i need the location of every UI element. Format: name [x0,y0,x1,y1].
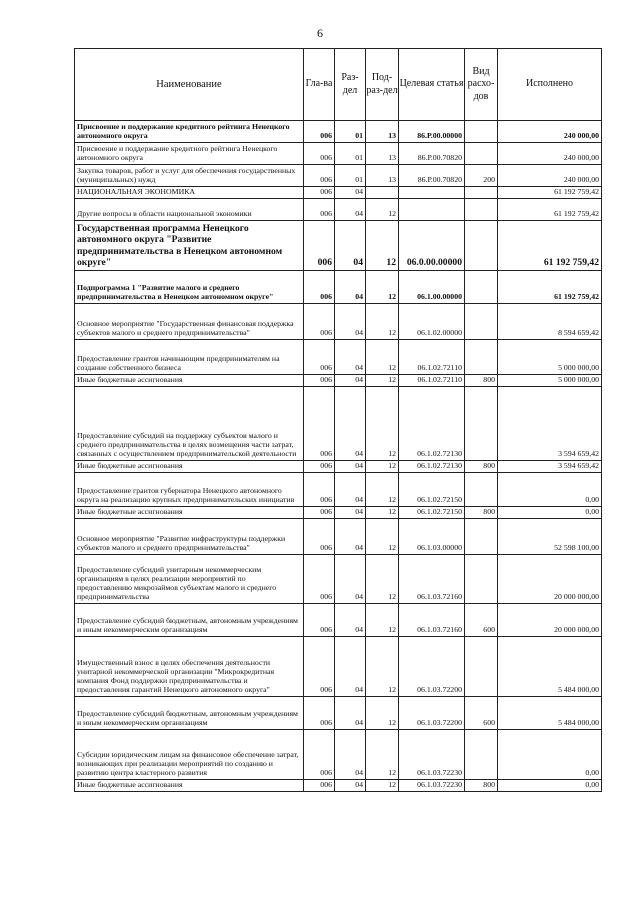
table-row [75,220,602,270]
cell-vid [465,339,498,374]
cell-done: 0,00 [498,779,602,791]
cell-glava: 006 [304,472,335,506]
table-row [75,636,602,696]
cell-name: Иные бюджетные ассигнования [75,779,304,791]
cell-vid: 800 [465,779,498,791]
table-row [75,386,602,460]
cell-target: 06.1.02.72150 [399,472,465,506]
cell-podrazdel: 12 [366,696,399,729]
cell-podrazdel: 12 [366,506,399,518]
cell-vid [465,270,498,303]
cell-vid [465,220,498,270]
cell-glava: 006 [304,220,335,270]
cell-razdel: 04 [335,303,366,339]
cell-vid [465,121,498,143]
cell-done: 61 192 759,42 [498,220,602,270]
cell-glava: 006 [304,198,335,220]
cell-name: Предоставление субсидий унитарным некоммерческим организациям в целях реализации мероприятий по предоставлению микрозаймов субъектам малого и среднего предпринимательства [75,554,304,603]
cell-target: 06.1.02.72150 [399,506,465,518]
cell-vid [465,303,498,339]
cell-podrazdel: 12 [366,374,399,386]
cell-razdel: 04 [335,472,366,506]
cell-done: 3 594 659,42 [498,386,602,460]
table-row [75,374,602,386]
cell-vid [465,518,498,554]
cell-glava: 006 [304,603,335,636]
header-razdel: Раз-дел [335,49,366,121]
cell-done: 20 000 000,00 [498,603,602,636]
cell-name: Субсидии юридическим лицам на финансовое обеспечение затрат, возникающих при реализации мероприятий по созданию и развитию центра кластерного развития [75,729,304,779]
cell-target: 06.1.00.00000 [399,270,465,303]
cell-vid [465,187,498,199]
cell-done: 5 000 000,00 [498,339,602,374]
cell-name: Подпрограмма 1 "Развитие малого и среднего предпринимательства в Ненецком автономном округе" [75,270,304,303]
header-vid: Вид расхо-дов [465,49,498,121]
cell-target: 06.1.03.72230 [399,729,465,779]
table-body [75,121,602,792]
cell-target: 86.Р.00.00000 [399,121,465,143]
cell-razdel: 04 [335,636,366,696]
cell-podrazdel: 12 [366,779,399,791]
cell-glava: 006 [304,303,335,339]
table-row [75,729,602,779]
cell-target: 06.1.03.72230 [399,779,465,791]
cell-podrazdel: 12 [366,303,399,339]
cell-podrazdel: 12 [366,554,399,603]
cell-podrazdel: 13 [366,143,399,165]
table-row [75,554,602,603]
cell-done: 3 594 659,42 [498,460,602,472]
cell-podrazdel: 12 [366,518,399,554]
cell-done: 5 000 000,00 [498,374,602,386]
cell-name: Иные бюджетные ассигнования [75,460,304,472]
cell-done: 8 594 659,42 [498,303,602,339]
cell-podrazdel: 12 [366,270,399,303]
cell-razdel: 04 [335,729,366,779]
cell-glava: 006 [304,270,335,303]
table-row [75,518,602,554]
cell-vid [465,198,498,220]
table-row [75,165,602,187]
cell-razdel: 04 [335,460,366,472]
cell-name: Предоставление субсидий бюджетным, автономным учреждениям и иным некоммерческим организациям [75,696,304,729]
table-row [75,603,602,636]
table-row [75,779,602,791]
cell-razdel: 04 [335,506,366,518]
cell-done: 5 484 000,00 [498,696,602,729]
cell-razdel: 04 [335,386,366,460]
cell-glava: 006 [304,143,335,165]
cell-vid: 200 [465,165,498,187]
header-podrazdel: Под-раз-дел [366,49,399,121]
cell-razdel: 01 [335,121,366,143]
cell-target: 06.1.02.72110 [399,339,465,374]
cell-done: 0,00 [498,472,602,506]
cell-done: 61 192 759,42 [498,187,602,199]
cell-razdel: 01 [335,143,366,165]
table-row [75,472,602,506]
cell-name: Иные бюджетные ассигнования [75,506,304,518]
cell-podrazdel: 12 [366,386,399,460]
header-done: Исполнено [498,49,602,121]
table-row [75,303,602,339]
cell-podrazdel: 12 [366,220,399,270]
cell-target: 06.1.02.00000 [399,303,465,339]
cell-name: Иные бюджетные ассигнования [75,374,304,386]
table-row [75,460,602,472]
cell-glava: 006 [304,386,335,460]
cell-podrazdel: 13 [366,165,399,187]
cell-glava: 006 [304,729,335,779]
table-header-row [75,49,602,121]
table-row [75,506,602,518]
cell-vid [465,636,498,696]
cell-target: 06.1.02.72130 [399,460,465,472]
cell-done: 61 192 759,42 [498,270,602,303]
budget-table [74,48,602,792]
cell-razdel: 04 [335,518,366,554]
cell-glava: 006 [304,518,335,554]
cell-glava: 006 [304,779,335,791]
cell-done: 240 000,00 [498,143,602,165]
cell-razdel: 01 [335,165,366,187]
table-row [75,198,602,220]
table-row [75,270,602,303]
cell-target: 06.1.03.00000 [399,518,465,554]
header-glava: Гла-ва [304,49,335,121]
cell-target [399,187,465,199]
cell-podrazdel: 12 [366,198,399,220]
cell-name: Имущественный взнос в целях обеспечения деятельности унитарной некоммерческой организации "Микрокредитная компания Фонд поддержки предпринимательства и предоставления гарантий Ненецкого автономного округа" [75,636,304,696]
cell-target: 06.1.03.72160 [399,554,465,603]
cell-done: 52 598 100,00 [498,518,602,554]
table-row [75,696,602,729]
cell-name: Государственная программа Ненецкого автономного округа "Развитие предпринимательства в Ненецком автономном округе" [75,220,304,270]
table-row [75,121,602,143]
cell-podrazdel: 12 [366,339,399,374]
cell-glava: 006 [304,374,335,386]
cell-podrazdel [366,187,399,199]
table-row [75,187,602,199]
cell-glava: 006 [304,554,335,603]
cell-name: Присвоение и поддержание кредитного рейтинга Ненецкого автономного округа [75,143,304,165]
cell-razdel: 04 [335,554,366,603]
cell-target: 06.1.02.72110 [399,374,465,386]
header-target: Целевая статья [399,49,465,121]
cell-target: 06.1.02.72130 [399,386,465,460]
cell-podrazdel: 12 [366,603,399,636]
cell-vid [465,472,498,506]
cell-name: Присвоение и поддержание кредитного рейтинга Ненецкого автономного округа [75,121,304,143]
cell-target: 86.Р.00.70820 [399,143,465,165]
cell-name: НАЦИОНАЛЬНАЯ ЭКОНОМИКА [75,187,304,199]
cell-razdel: 04 [335,187,366,199]
cell-vid [465,386,498,460]
cell-razdel: 04 [335,696,366,729]
cell-name: Предоставление грантов губернатора Ненецкого автономного округа на реализацию крупных предпринимательских инициатив [75,472,304,506]
cell-glava: 006 [304,506,335,518]
cell-done: 20 000 000,00 [498,554,602,603]
cell-podrazdel: 12 [366,472,399,506]
cell-target: 86.Р.00.70820 [399,165,465,187]
cell-vid: 800 [465,460,498,472]
cell-vid: 800 [465,374,498,386]
cell-vid: 600 [465,603,498,636]
cell-done: 240 000,00 [498,121,602,143]
cell-glava: 006 [304,121,335,143]
cell-target: 06.1.03.72200 [399,696,465,729]
cell-glava: 006 [304,636,335,696]
cell-podrazdel: 12 [366,729,399,779]
cell-done: 0,00 [498,506,602,518]
cell-razdel: 04 [335,220,366,270]
cell-vid [465,554,498,603]
cell-glava: 006 [304,696,335,729]
cell-target [399,198,465,220]
cell-podrazdel: 12 [366,636,399,696]
cell-target: 06.1.03.72200 [399,636,465,696]
page-number: 6 [317,26,323,40]
cell-podrazdel: 12 [366,460,399,472]
cell-done: 240 000,00 [498,165,602,187]
cell-name: Другие вопросы в области национальной экономики [75,198,304,220]
cell-name: Основное мероприятие "Государственная финансовая поддержка субъектов малого и среднего предпринимательства" [75,303,304,339]
cell-name: Предоставление субсидий бюджетным, автономным учреждениям и иным некоммерческим организациям [75,603,304,636]
cell-vid: 600 [465,696,498,729]
cell-target: 06.1.03.72160 [399,603,465,636]
table-row [75,339,602,374]
table-row [75,143,602,165]
cell-name: Закупка товаров, работ и услуг для обеспечения государственных (муниципальных) нужд [75,165,304,187]
cell-razdel: 04 [335,198,366,220]
cell-razdel: 04 [335,603,366,636]
cell-podrazdel: 13 [366,121,399,143]
cell-razdel: 04 [335,779,366,791]
cell-vid [465,143,498,165]
cell-razdel: 04 [335,374,366,386]
cell-vid [465,729,498,779]
cell-done: 5 484 000,00 [498,636,602,696]
cell-glava: 006 [304,165,335,187]
cell-target: 06.0.00.00000 [399,220,465,270]
cell-razdel: 04 [335,339,366,374]
cell-glava: 006 [304,339,335,374]
cell-done: 61 192 759,42 [498,198,602,220]
cell-glava: 006 [304,460,335,472]
header-name: Наименование [75,49,304,121]
cell-name: Основное мероприятие "Развитие инфраструктуры поддержки субъектов малого и среднего предпринимательства" [75,518,304,554]
cell-vid: 800 [465,506,498,518]
cell-name: Предоставление субсидий на поддержку субъектов малого и среднего предпринимательства в целях возмещения части затрат, связанных с осуществлением предпринимательской деятельности [75,386,304,460]
cell-name: Предоставление грантов начинающим предпринимателям на создание собственного бизнеса [75,339,304,374]
cell-done: 0,00 [498,729,602,779]
cell-glava: 006 [304,187,335,199]
cell-razdel: 04 [335,270,366,303]
